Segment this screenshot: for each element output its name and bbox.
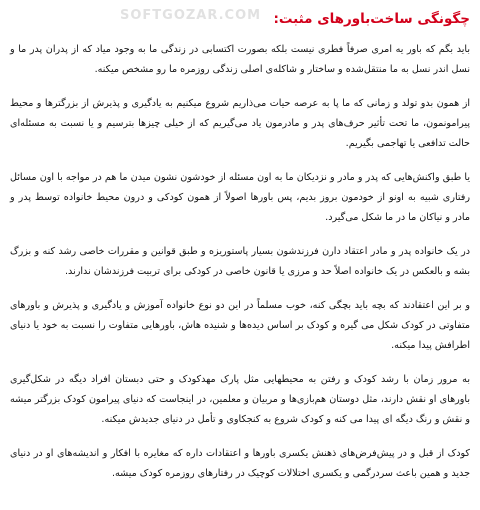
paragraph-6: به مرور زمان با رشد کودک و رفتن به محیطهایی مثل پارک مهدکودک و حتی دبستان افراد دیگه در شکل‌گیری باورهای او نقش دارند، مثل دوستان هم‌بازی‌ها و مربیان و معلمین، در اینجاست که دنیای پیرامون کودک بزرگتر میشه و نقش و رنگ دیگه ای پیدا می کنه و کودک شروع به کنجکاوی و تأمل در دنیای جدیدش میکنه. <box>10 374 470 425</box>
paragraph-5: و بر این اعتقادند که بچه باید بچگی کنه، خوب مسلماً در این دو نوع خانواده آموزش و یادگیری و پذیرش و باورهای متفاوتی در کودک شکل می گیره و کودک بر اساس دیده‌ها و شنیده هاش، باورهایی متفاوت را نسبت به خود یا دنیای اطرافش پیدا میکنه. <box>10 300 470 351</box>
paragraph-2: از همون بدو تولد و زمانی که ما پا به عرصه حیات می‌ذاریم شروع میکنیم به یادگیری و پذیرش از بزرگترها و محیط پیرامونمون، ما تحت تأثیر حرف‌های پدر و مادرمون یاد می‌گیریم که از خیلی چیزها بترسیم و یا نسبت به مسئله‌ای حالت تدافعی یا تهاجمی بگیریم. <box>10 98 470 149</box>
paragraph-7: کودک از قبل و در پیش‌فرض‌های ذهنش یکسری باورها و اعتقادات داره که مغایره با افکار و اندیشه‌های او در دنیای جدید و همین باعث سردرگمی و یکسری اختلالات کوچیک در رفتارهای روزمره کودک میشه. <box>10 448 470 479</box>
paragraph-4: در یک خانواده پدر و مادر اعتقاد دارن فرزندشون بسیار پاستوریزه و طبق قوانین و مقررات خاصی رشد کنه و بزرگ بشه و بالعکس در یک خانواده اصلاً حد و مرزی یا قانون خاصی در کودکی برای تربیت فرزندشان ندارند. <box>10 246 470 277</box>
watermark: SOFTGOZAR.COM <box>120 8 262 23</box>
paragraph-3: یا طبق واکنش‌هایی که پدر و مادر و نزدیکان ما به اون مسئله از خودشون نشون میدن ما هم در مواجه با اون مسائل رفتاری شبیه به اونو از خودمون بروز بدیم، پس باورها اصولاً از همون کودکی و درون محیط خانواده توسط پدر و مادر و نیاکان ما در ما شکل می‌گیرد. <box>10 172 470 223</box>
paragraph-1: باید بگم که باور یه امری صرفاً فطری نیست بلکه بصورت اکتسابی در زندگی ما به وجود میاد که از پدران پدر ما و نسل اندر نسل به ما منتقل‌شده و ساختار و شاکله‌ی اصلی زندگی روزمره ما رو مشخص میکنه. <box>10 44 470 75</box>
article-title: چگونگی ساخت‌باورهای مثبت: <box>273 11 470 27</box>
